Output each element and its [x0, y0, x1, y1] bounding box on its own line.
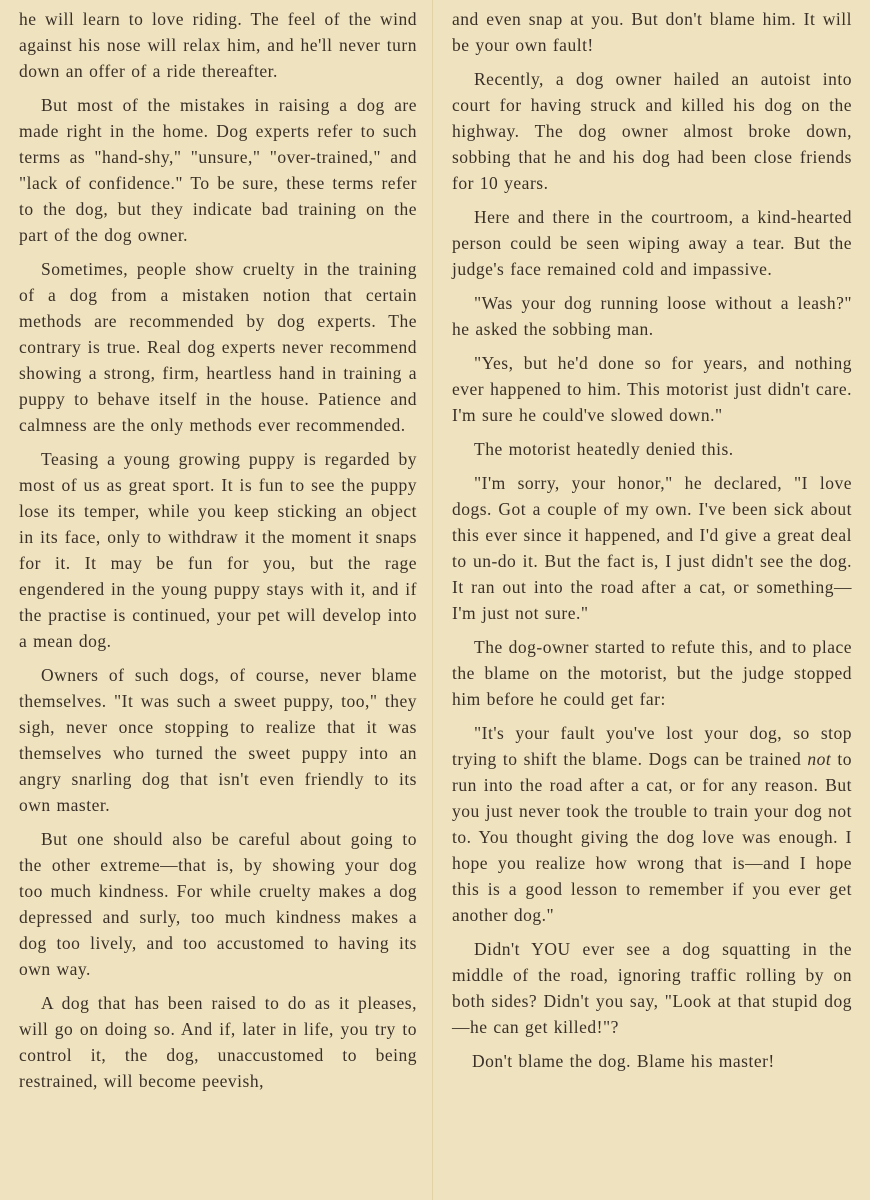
- paragraph: A dog that has been raised to do as it pleases, will go on doing so. And if, later in life, you try to control it, the dog, unaccustomed to being restrained, will become peevish,: [19, 993, 417, 1091]
- paragraph: he will learn to love riding. The feel of the wind against his nose will relax him, and he'll never turn down an offer of a ride thereafter.: [19, 9, 417, 81]
- paragraph: Owners of such dogs, of course, never blame themselves. "It was such a sweet puppy, too," they sigh, never once stopping to realize that it was themselves who turned the sweet puppy into an angry snarling dog that isn't even friendly to its own master.: [19, 665, 417, 815]
- column-gutter: [432, 0, 433, 1200]
- paragraph: and even snap at you. But don't blame him. It will be your own fault!: [452, 9, 852, 55]
- text-run: to run into the road after a cat, or for any reason. But you just never took the trouble to train your dog not to. You thought giving the dog love was enough. I hope you realize how wrong that is—and I hope this is a good lesson to remember if you ever get another dog.": [452, 749, 852, 925]
- paragraph: Didn't YOU ever see a dog squatting in the middle of the road, ignoring traffic rolling by on both sides? Didn't you say, "Look at that stupid dog—he can get killed!"?: [452, 939, 852, 1037]
- paragraph: "Yes, but he'd done so for years, and nothing ever happened to him. This motorist just didn't care. I'm sure he could've slowed down.": [452, 353, 852, 425]
- paragraph: Sometimes, people show cruelty in the training of a dog from a mistaken notion that certain methods are recommended by dog experts. The contrary is true. Real dog experts never recommend showing a strong, firm, heartless hand in training a puppy to behave itself in the house. Patience and calmness are the only methods ever recommended.: [19, 259, 417, 435]
- paragraph: "Was your dog running loose without a leash?" he asked the sobbing man.: [452, 293, 852, 339]
- paragraph: [452, 720, 852, 928]
- paragraph: Recently, a dog owner hailed an autoist into court for having struck and killed his dog on the highway. The dog owner almost broke down, sobbing that he and his dog had been close friends for 10 years.: [452, 69, 852, 193]
- paragraph: The motorist heatedly denied this.: [474, 439, 734, 459]
- emphasis-not: not: [807, 749, 832, 769]
- paragraph: Teasing a young growing puppy is regarded by most of us as great sport. It is fun to see the puppy lose its temper, while you keep sticking an object in its face, only to withdraw it the moment it snaps for it. It may be fun for you, but the rage engendered in the young puppy stays with it, and if the practise is continued, your pet will develop into a mean dog.: [19, 449, 417, 651]
- left-text-column: [19, 6, 417, 1102]
- paragraph: But most of the mistakes in raising a dog are made right in the home. Dog experts refer to such terms as "hand-shy," "unsure," "over-trained," and "lack of confidence." To be sure, these terms refer to the dog, but they indicate bad training on the part of the dog owner.: [19, 95, 417, 245]
- right-text-column: [452, 6, 852, 1082]
- paragraph: "I'm sorry, your honor," he declared, "I love dogs. Got a couple of my own. I've been sick about this ever since it happened, and I'd give a great deal to un-do it. But the fact is, I just didn't see the dog. It ran out into the road after a cat, or something—I'm just not sure.": [452, 473, 852, 623]
- text-run: "It's your fault you've lost your dog, so stop trying to shift the blame. Dogs can be trained: [452, 723, 852, 769]
- paragraph: Here and there in the courtroom, a kind-hearted person could be seen wiping away a tear. But the judge's face remained cold and impassive.: [452, 207, 852, 279]
- paragraph: The dog-owner started to refute this, and to place the blame on the motorist, but the judge stopped him before he could get far:: [452, 637, 852, 709]
- closing-line: Don't blame the dog. Blame his master!: [472, 1051, 775, 1071]
- paragraph: But one should also be careful about going to the other extreme—that is, by showing your dog too much kindness. For while cruelty makes a dog depressed and surly, too much kindness makes a dog too lively, and too accustomed to having its own way.: [19, 829, 417, 979]
